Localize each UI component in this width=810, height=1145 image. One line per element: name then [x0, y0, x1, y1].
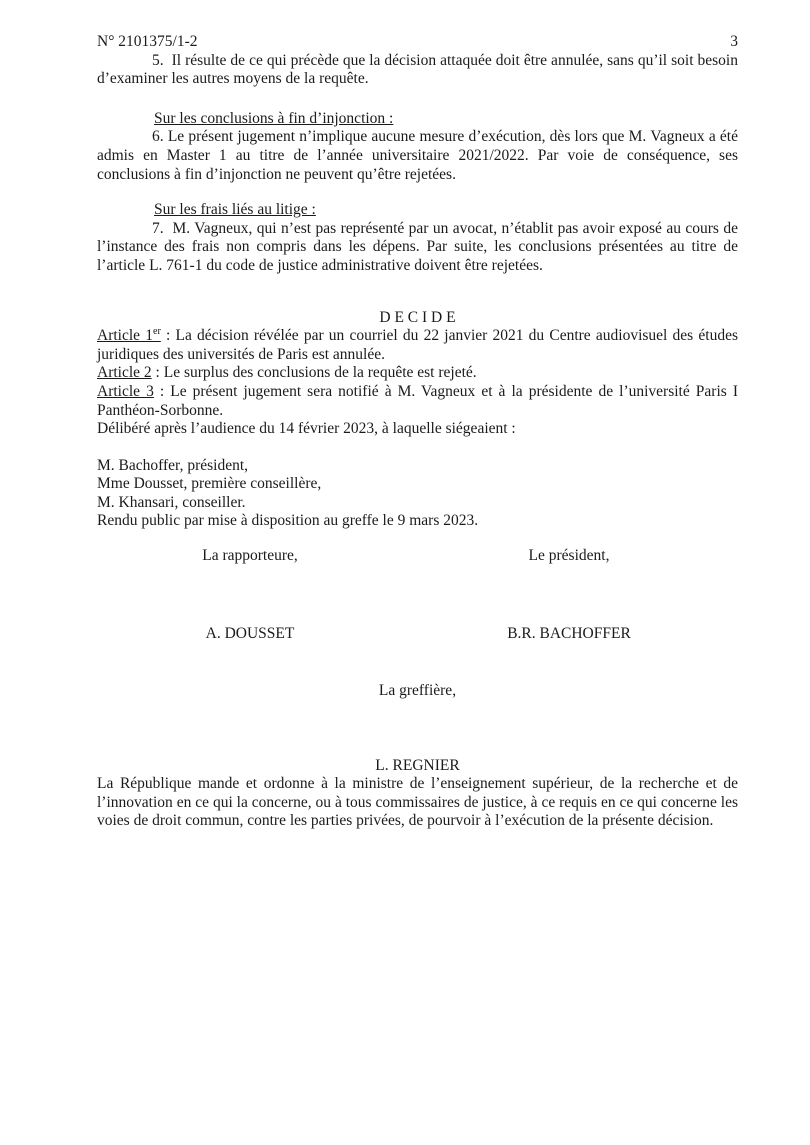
- rapporteur-name: A. DOUSSET: [205, 625, 295, 643]
- article-1-label: Article 1er: [97, 325, 161, 345]
- signature-names-row: [97, 625, 738, 644]
- judge-list: [97, 457, 738, 513]
- signature-roles-row: [97, 547, 738, 566]
- enforcement-paragraph: La République mande et ordonne à la ministre de l’enseignement supérieur, de la recherche et de l’innovation en ce qui la concerne, ou à tous commissaires de justice, à ce requis en ce qui concerne les voies de droit commun, contre les parties privées, de pourvoir à l’exécution de la présente décision.: [97, 775, 738, 830]
- section-heading-injonction: Sur les conclusions à fin d’injonction :: [154, 109, 394, 127]
- president-role: Le président,: [528, 547, 610, 565]
- deliberation-intro: Délibéré après l’audience du 14 février 2023, à laquelle siégeaient :: [97, 420, 516, 438]
- paragraph-6: 6. Le présent jugement n’implique aucune mesure d’exécution, dès lors que M. Vagneux a été admis en Master 1 au titre de l’année universitaire 2021/2022. Par voie de conséquence, ses conclusions à fin d’injonction ne peuvent qu’être rejetées.: [97, 128, 738, 183]
- president-name: B.R. BACHOFFER: [507, 625, 631, 643]
- article-2: [97, 364, 738, 383]
- article-3: [97, 383, 738, 420]
- page-header: [97, 33, 738, 52]
- judge-item-president: M. Bachoffer, président,: [97, 456, 249, 474]
- article-2-label: Article 2: [97, 364, 152, 382]
- article-2-text: : Le surplus des conclusions de la requête est rejeté.: [151, 364, 477, 382]
- article-1-text: : La décision révélée par un courriel du 22 janvier 2021 du Centre audiovisuel des études juridiques des universités de Paris est annulée.: [97, 327, 738, 363]
- judge-item-counsellor: M. Khansari, conseiller.: [97, 493, 246, 511]
- public-notice: Rendu public par mise à disposition au greffe le 9 mars 2023.: [97, 512, 479, 530]
- decide-heading: D E C I D E: [379, 308, 456, 326]
- case-number: N° 2101375/1-2: [97, 33, 198, 50]
- section-heading-frais: Sur les frais liés au litige :: [154, 201, 316, 219]
- article-1-ordinal: er: [152, 325, 161, 337]
- rapporteur-role: La rapporteure,: [202, 547, 298, 565]
- article-3-text: : Le présent jugement sera notifié à M. Vagneux et à la présidente de l’université Paris I Panthéon-Sorbonne.: [97, 382, 738, 419]
- judge-item-first-counsellor: Mme Dousset, première conseillère,: [97, 475, 322, 493]
- paragraph-7: 7. M. Vagneux, qui n’est pas représenté par un avocat, n’établit pas avoir exposé au cours de l’instance des frais non compris dans les dépens. Par suite, les conclusions présentées au titre de l’article L. 761-1 du code de justice administrative doivent être rejetées.: [97, 219, 738, 274]
- page-number: 3: [730, 33, 738, 50]
- article-3-label: Article 3: [97, 382, 154, 400]
- article-1: [97, 327, 738, 364]
- clerk-role: La greffière,: [378, 682, 457, 700]
- paragraph-5: 5. Il résulte de ce qui précède que la décision attaquée doit être annulée, sans qu’il soit besoin d’examiner les autres moyens de la requête.: [97, 51, 738, 88]
- clerk-name: L. REGNIER: [375, 756, 460, 774]
